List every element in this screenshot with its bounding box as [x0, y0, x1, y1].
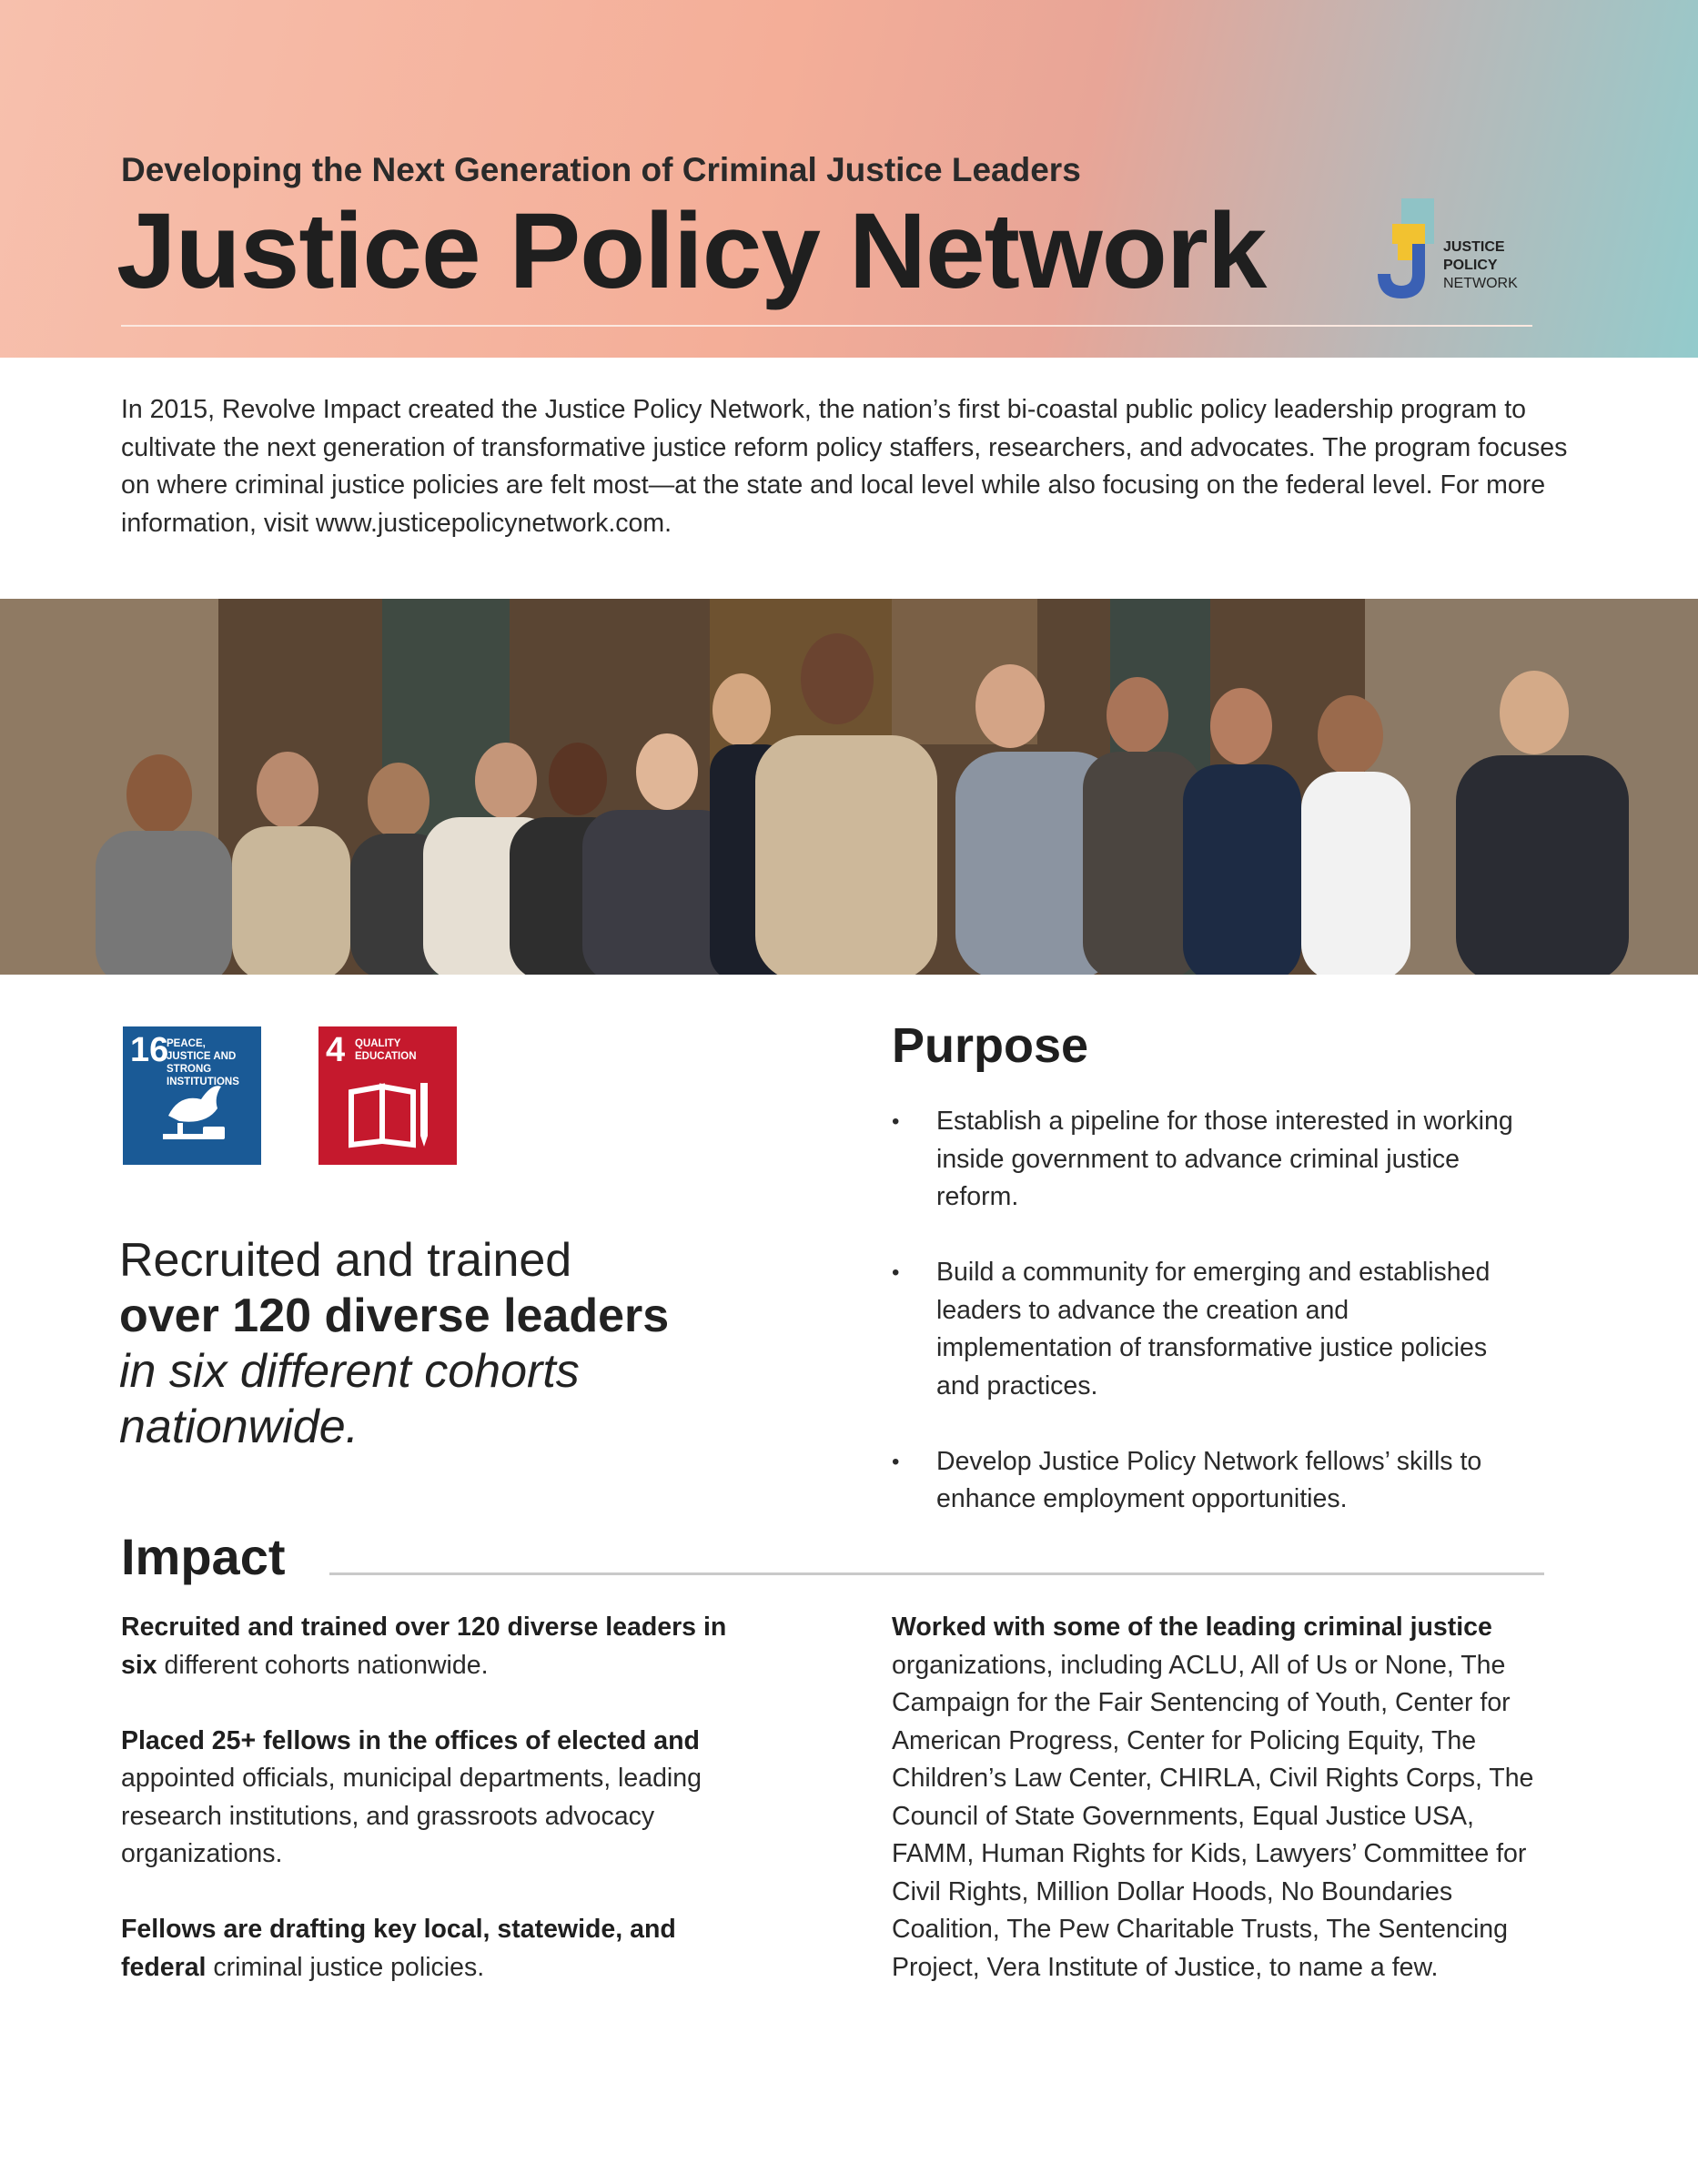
bullet-icon: •: [892, 1109, 900, 1134]
eyebrow-heading: Developing the Next Generation of Criminal Justice Leaders: [121, 151, 1081, 188]
impact-item: [121, 1723, 758, 1874]
hero-banner: [0, 0, 1698, 358]
impact-item-bold: Fellows are drafting key local, statewide, and federal: [121, 1915, 676, 1982]
logo-word-justice: JUSTICE: [1443, 239, 1505, 255]
logo-wordmark: [1443, 238, 1518, 293]
jpn-logo-mark-icon: [1374, 197, 1438, 304]
stat-line-2: over 120 diverse leaders: [119, 1289, 670, 1342]
logo-word-network: NETWORK: [1443, 276, 1518, 291]
impact-partners: [892, 1609, 1547, 1987]
stat-line-1: Recruited and trained: [119, 1234, 572, 1287]
purpose-item: [892, 1254, 1529, 1405]
bullet-icon: •: [892, 1449, 900, 1474]
sdg-16-label: PEACE, JUSTICE AND STRONG INSTITUTIONS: [167, 1038, 239, 1087]
stat-callout: [119, 1233, 669, 1455]
sdg-16-badge: [123, 1026, 261, 1165]
bullet-icon: •: [892, 1260, 900, 1285]
page-title: Justice Policy Network: [116, 191, 1267, 311]
intro-paragraph: In 2015, Revolve Impact created the Justice Policy Network, the nation’s first bi-coastal public policy leadership program to cultivate the next generation of transformative justice reform policy staffers, researchers, and advocates. The program focuses on where criminal justice policies are felt most—at the state and local level while also focusing on the federal level. For more information, visit www.justicepolicynetwork.com.: [121, 395, 1568, 538]
sdg-4-label: QUALITY EDUCATION: [355, 1038, 417, 1062]
sdg-4-number: 4: [326, 1031, 346, 1069]
purpose-item-text: Build a community for emerging and established leaders to advance the creation and implementation of transformative justice policies and practices.: [936, 1258, 1491, 1400]
impact-heading: Impact: [121, 1528, 286, 1585]
impact-divider: [329, 1572, 1544, 1575]
logo-word-policy: POLICY: [1443, 258, 1498, 273]
impact-item-bold: Recruited and trained over 120 diverse leaders in six: [121, 1613, 727, 1680]
sdg-4-badge: [318, 1026, 457, 1165]
stat-line-3: in six different cohorts nationwide.: [119, 1345, 580, 1453]
impact-partners-text: organizations, including ACLU, All of Us or None, The Campaign for the Fair Sentencing of Youth, Center for American Progress, Center for Policing Equity, The Children’s Law Center, CHIRLA, Civil Rights Corps, The Council of State Governments, Equal Justice USA, FAMM, Human Rights for Kids, Lawyers’ Committee for Civil Rights, Million Dollar Hoods, No Boundaries Coalition, The Pew Charitable Trusts, The Sentencing Project, Vera Institute of Justice, to name a few.: [892, 1650, 1534, 1982]
group-photo-illustration: [0, 599, 1698, 975]
dove-gavel-icon: [123, 1026, 261, 1165]
impact-left-column: [121, 1609, 758, 2025]
impact-item: [121, 1911, 758, 1987]
jpn-logo: [1374, 197, 1538, 304]
sdg-16-number: 16: [130, 1031, 169, 1069]
impact-item: [121, 1609, 758, 1684]
group-photo: [0, 599, 1698, 975]
purpose-item: [892, 1443, 1529, 1519]
purpose-item: [892, 1103, 1529, 1217]
impact-item-text: different cohorts nationwide.: [157, 1650, 489, 1680]
impact-item-text: criminal justice policies.: [206, 1952, 485, 1982]
impact-partners-bold: Worked with some of the leading criminal justice: [892, 1613, 1492, 1642]
purpose-heading: Purpose: [892, 1018, 1089, 1073]
purpose-item-text: Establish a pipeline for those interested in working inside government to advance criminal justice reform.: [936, 1107, 1513, 1211]
impact-item-text: appointed officials, municipal departments, leading research institutions, and grassroots advocacy organizations.: [121, 1764, 702, 1868]
impact-item-bold: Placed 25+ fellows in the offices of elected and: [121, 1725, 700, 1755]
hero-divider: [121, 325, 1532, 327]
purpose-list: [892, 1103, 1529, 1556]
impact-right-column: [892, 1609, 1547, 2025]
purpose-item-text: Develop Justice Policy Network fellows’ skills to enhance employment opportunities.: [936, 1446, 1482, 1513]
book-pencil-icon: [318, 1026, 457, 1165]
